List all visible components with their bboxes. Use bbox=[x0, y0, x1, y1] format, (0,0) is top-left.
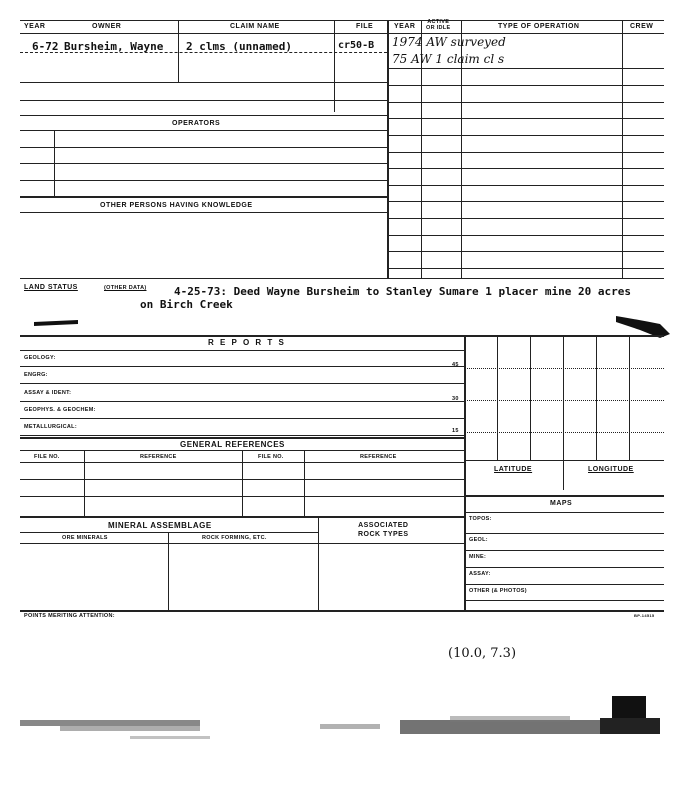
genref-col-file-no: FILE NO. bbox=[34, 454, 60, 460]
maps-title: MAPS bbox=[550, 500, 573, 507]
genref-title: GENERAL REFERENCES bbox=[180, 440, 285, 449]
rock-forming-label: ROCK FORMING, ETC. bbox=[202, 535, 267, 541]
reports-row-metallurgical: METALLURGICAL: bbox=[24, 424, 77, 430]
genref-divider bbox=[84, 450, 85, 516]
entry-file: cr50-B bbox=[338, 40, 375, 51]
op-row-line bbox=[387, 218, 664, 219]
map-grid-row bbox=[464, 432, 664, 433]
row-line bbox=[464, 550, 664, 551]
mineral-divider bbox=[318, 516, 319, 610]
op-row-line bbox=[387, 168, 664, 169]
divider-crew bbox=[622, 20, 623, 278]
margin-number-30: 30 bbox=[452, 396, 459, 402]
operation-note-2: 75 AW 1 claim cl s bbox=[392, 52, 505, 66]
reports-row-geology: GEOLOGY: bbox=[24, 355, 56, 361]
op-row-line bbox=[387, 235, 664, 236]
row-line bbox=[464, 600, 664, 601]
mineral-title: MINERAL ASSEMBLAGE bbox=[108, 521, 212, 530]
mineral-col-divider bbox=[168, 532, 169, 610]
latlong-divider bbox=[563, 460, 564, 490]
footer-rule bbox=[20, 610, 664, 612]
entry-year: 6-72 bbox=[32, 40, 59, 53]
row-line bbox=[464, 584, 664, 585]
op-row-line bbox=[387, 251, 664, 252]
genref-top-rule bbox=[20, 437, 464, 439]
divider-owner bbox=[178, 20, 179, 82]
map-grid-col bbox=[497, 335, 498, 460]
op-row-line bbox=[387, 118, 664, 119]
row-line bbox=[20, 435, 464, 436]
header-crew: CREW bbox=[630, 23, 654, 30]
land-status-smudges bbox=[20, 310, 678, 350]
header-top-rule bbox=[20, 20, 664, 21]
genref-divider bbox=[304, 450, 305, 516]
header-claim-name: CLAIM NAME bbox=[230, 23, 280, 30]
divider-claim bbox=[334, 20, 335, 112]
entry-claim-name: 2 clms (unnamed) bbox=[186, 40, 292, 53]
land-status-text-2: on Birch Creek bbox=[140, 298, 233, 311]
reports-top-rule bbox=[20, 335, 664, 337]
row-line bbox=[20, 401, 464, 402]
land-status-text-1: 4-25-73: Deed Wayne Bursheim to Stanley Sumare 1 placer mine 20 acres bbox=[174, 285, 631, 298]
reports-row-assay: ASSAY & IDENT: bbox=[24, 390, 72, 396]
genref-divider bbox=[242, 450, 243, 516]
scan-smudge bbox=[0, 690, 678, 770]
genref-col-reference: REFERENCE bbox=[140, 454, 177, 460]
map-grid-col bbox=[530, 335, 531, 460]
longitude-label: LONGITUDE bbox=[588, 466, 634, 473]
operators-divider bbox=[54, 130, 55, 196]
maps-row-geol: GEOL: bbox=[469, 537, 488, 543]
maps-row-other: OTHER (& PHOTOS) bbox=[469, 588, 527, 594]
row-line bbox=[20, 479, 464, 480]
row-line bbox=[20, 52, 387, 53]
maps-row-topos: TOPOS: bbox=[469, 516, 492, 522]
row-line bbox=[20, 163, 387, 164]
maps-row-mine: MINE: bbox=[469, 554, 487, 560]
land-status-label: LAND STATUS bbox=[24, 284, 78, 291]
handwritten-coordinates: (10.0, 7.3) bbox=[448, 646, 517, 661]
op-row-line bbox=[387, 185, 664, 186]
header-year-2: YEAR bbox=[394, 23, 416, 30]
ore-minerals-label: ORE MINERALS bbox=[62, 535, 108, 541]
op-row-line bbox=[387, 85, 664, 86]
map-grid-col bbox=[596, 335, 597, 460]
row-line bbox=[20, 147, 387, 148]
form-number: BP-14515 bbox=[634, 613, 655, 618]
map-grid-col bbox=[563, 335, 564, 460]
row-line bbox=[20, 180, 387, 181]
row-line bbox=[20, 82, 387, 83]
points-meriting-attention: POINTS MERITING ATTENTION: bbox=[24, 613, 115, 619]
land-status-rule bbox=[20, 278, 664, 279]
op-row-line bbox=[387, 268, 664, 269]
latlong-rule bbox=[464, 460, 664, 461]
mineral-head-rule bbox=[20, 532, 318, 533]
land-status-sub: (OTHER DATA) bbox=[104, 285, 147, 291]
op-row-line bbox=[387, 102, 664, 103]
row-line bbox=[20, 196, 387, 198]
op-row-line bbox=[387, 152, 664, 153]
reports-row-geophys: GEOPHYS. & GEOCHEM: bbox=[24, 407, 96, 413]
row-line bbox=[20, 496, 464, 497]
margin-number-15: 15 bbox=[452, 428, 459, 434]
operation-note-1: 1974 AW surveyed bbox=[392, 35, 506, 49]
latitude-label: LATITUDE bbox=[494, 466, 533, 473]
entry-owner: Bursheim, Wayne bbox=[64, 40, 164, 53]
operators-label: OPERATORS bbox=[172, 120, 221, 127]
header-active-idle: ACTIVE OR IDLE bbox=[426, 19, 451, 31]
maps-head-rule bbox=[464, 512, 664, 513]
maps-row-assay: ASSAY: bbox=[469, 571, 491, 577]
op-row-line bbox=[387, 68, 664, 69]
header-owner: OWNER bbox=[92, 23, 122, 30]
reports-row-engrg: ENGRG: bbox=[24, 372, 48, 378]
map-grid-left bbox=[464, 335, 466, 610]
associated-rock-types: ASSOCIATED ROCK TYPES bbox=[358, 522, 409, 538]
row-line bbox=[464, 567, 664, 568]
header-year: YEAR bbox=[24, 23, 46, 30]
reports-head-rule bbox=[20, 350, 464, 351]
row-line bbox=[20, 366, 464, 367]
row-line bbox=[464, 533, 664, 534]
header-bottom-rule bbox=[20, 33, 664, 34]
maps-top-rule bbox=[464, 495, 664, 497]
map-grid-row bbox=[464, 400, 664, 401]
op-row-line bbox=[387, 135, 664, 136]
row-line bbox=[20, 115, 387, 116]
map-grid-row bbox=[464, 368, 664, 369]
row-line bbox=[20, 212, 387, 213]
header-type-operation: TYPE OF OPERATION bbox=[498, 23, 580, 30]
divider-main bbox=[387, 20, 389, 278]
map-grid-col bbox=[629, 335, 630, 460]
margin-number-45: 45 bbox=[452, 362, 459, 368]
op-row-line bbox=[387, 201, 664, 202]
row-line bbox=[20, 418, 464, 419]
other-persons-label: OTHER PERSONS HAVING KNOWLEDGE bbox=[100, 202, 253, 209]
row-line bbox=[20, 383, 464, 384]
header-file: FILE bbox=[356, 23, 374, 30]
row-line bbox=[20, 516, 464, 518]
reports-title: R E P O R T S bbox=[208, 338, 286, 347]
row-line bbox=[20, 100, 387, 101]
genref-col-file-no-2: FILE NO. bbox=[258, 454, 284, 460]
row-line bbox=[20, 130, 387, 131]
genref-col-reference-2: REFERENCE bbox=[360, 454, 397, 460]
row-line bbox=[20, 543, 464, 544]
